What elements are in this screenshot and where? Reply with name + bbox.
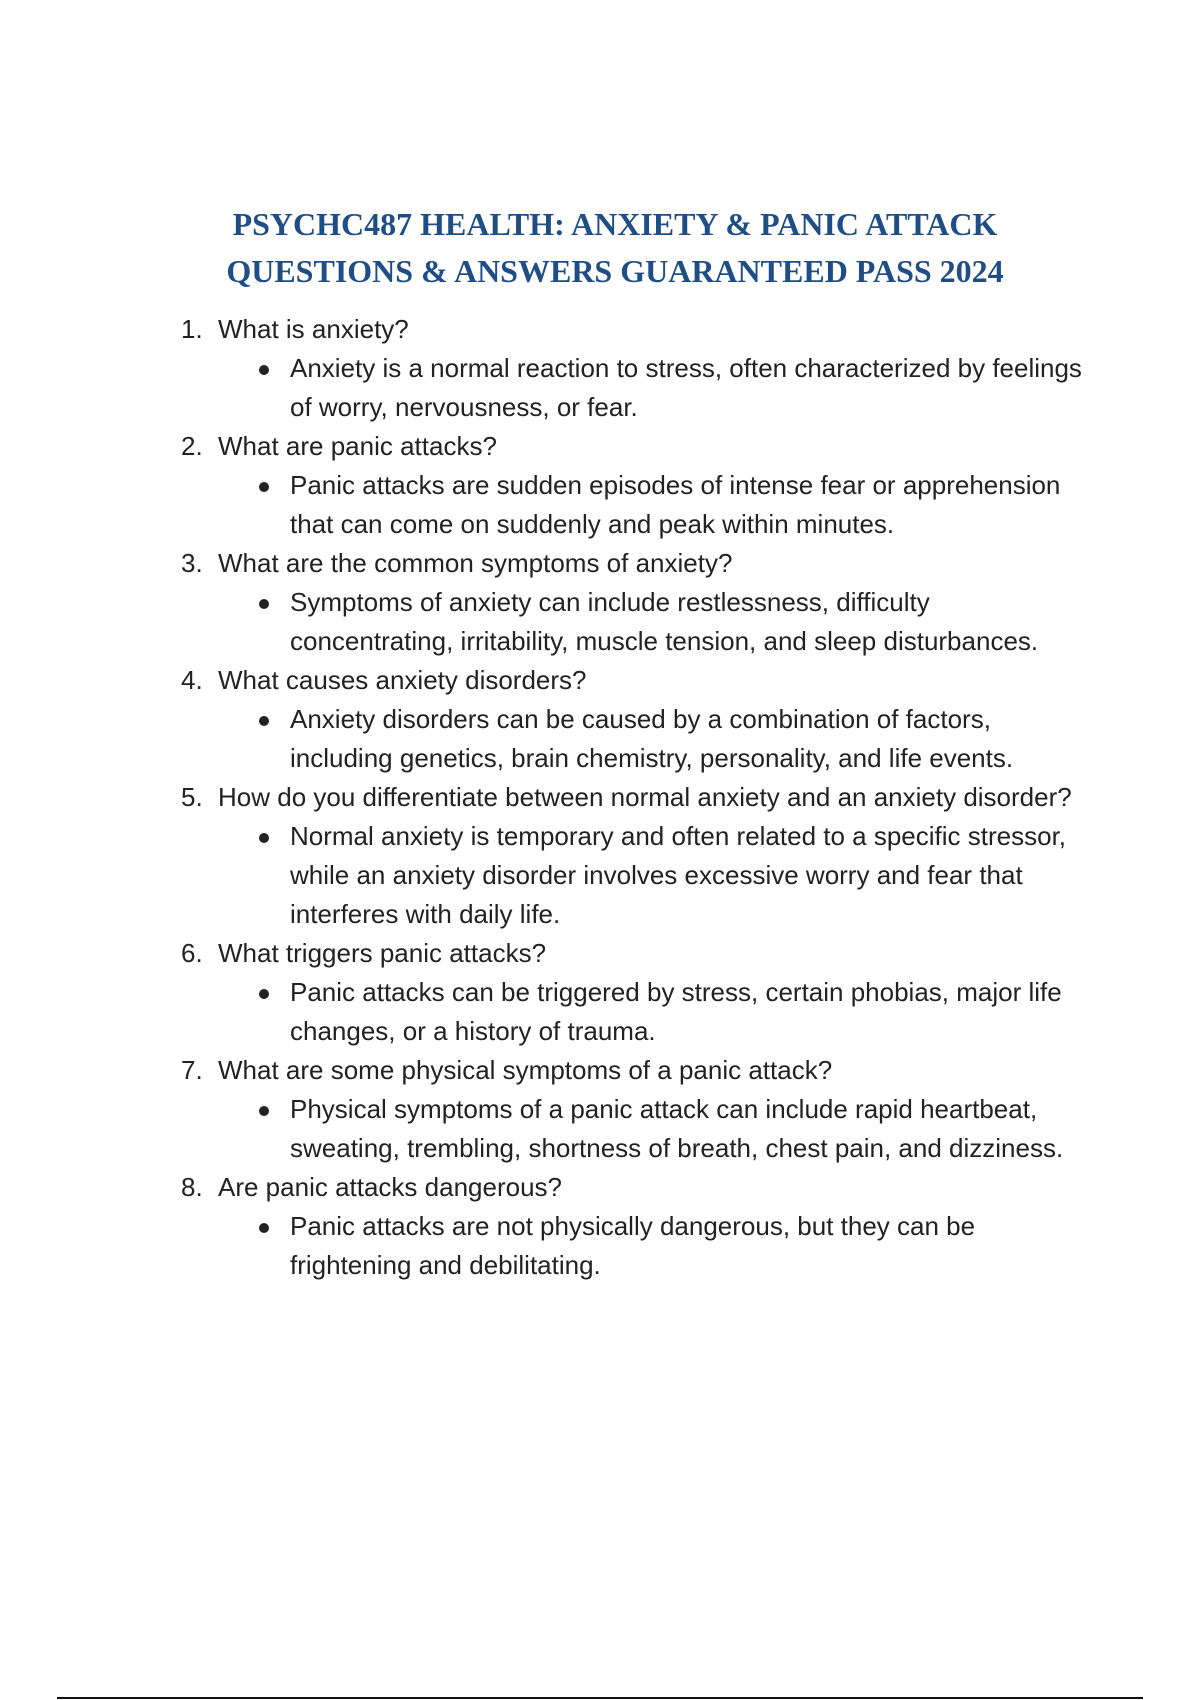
question-number: 2. (181, 431, 203, 461)
question-text: Are panic attacks dangerous? (218, 1172, 562, 1202)
answer-text: Normal anxiety is temporary and often related to a specific stressor, while an anxiety disorder involves excessive worry and fear that interferes with daily life. (290, 821, 1067, 929)
answer-list (218, 1207, 1101, 1285)
bullet-icon (259, 482, 269, 492)
answer-list (218, 583, 1101, 661)
answer-text: Panic attacks can be triggered by stress, certain phobias, major life changes, or a history of trauma. (290, 977, 1062, 1046)
answer-text: Anxiety is a normal reaction to stress, often characterized by feelings of worry, nervousness, or fear. (290, 353, 1082, 422)
question-number: 4. (181, 665, 203, 695)
answer-item (218, 973, 1101, 1051)
answer-item (218, 349, 1101, 427)
bullet-icon (259, 989, 269, 999)
question-number: 1. (181, 314, 203, 344)
answer-list (218, 973, 1101, 1051)
question-number: 6. (181, 938, 203, 968)
qa-item-1 (181, 310, 1101, 427)
question-text: What are panic attacks? (218, 431, 497, 461)
answer-item (218, 817, 1101, 934)
qa-item-3 (181, 544, 1101, 661)
question-text: What causes anxiety disorders? (218, 665, 587, 695)
answer-list (218, 349, 1101, 427)
answer-list (218, 817, 1101, 934)
page-title (150, 201, 1080, 295)
answer-text: Anxiety disorders can be caused by a combination of factors, including genetics, brain chemistry, personality, and life events. (290, 704, 1014, 773)
bullet-icon (259, 599, 269, 609)
answer-text: Symptoms of anxiety can include restlessness, difficulty concentrating, irritability, muscle tension, and sleep disturbances. (290, 587, 1039, 656)
question-text: What are some physical symptoms of a panic attack? (218, 1055, 833, 1085)
bullet-icon (259, 1106, 269, 1116)
qa-item-6 (181, 934, 1101, 1051)
question-text: What are the common symptoms of anxiety? (218, 548, 733, 578)
answer-list (218, 1090, 1101, 1168)
question-text: How do you differentiate between normal anxiety and an anxiety disorder? (218, 782, 1072, 812)
question-number: 5. (181, 782, 203, 812)
qa-item-2 (181, 427, 1101, 544)
answer-text: Panic attacks are sudden episodes of intense fear or apprehension that can come on suddenly and peak within minutes. (290, 470, 1061, 539)
qa-item-5 (181, 778, 1101, 934)
answer-item (218, 700, 1101, 778)
question-number: 8. (181, 1172, 203, 1202)
qa-list (181, 310, 1101, 1285)
answer-text: Panic attacks are not physically dangerous, but they can be frightening and debilitating. (290, 1211, 976, 1280)
answer-text: Physical symptoms of a panic attack can include rapid heartbeat, sweating, trembling, shortness of breath, chest pain, and dizziness. (290, 1094, 1064, 1163)
footer-divider (57, 1697, 1143, 1699)
answer-item (218, 1207, 1101, 1285)
question-number: 7. (181, 1055, 203, 1085)
question-number: 3. (181, 548, 203, 578)
title-line-2: QUESTIONS & ANSWERS GUARANTEED PASS 2024 (226, 253, 1004, 290)
answer-item (218, 1090, 1101, 1168)
question-text: What is anxiety? (218, 314, 409, 344)
qa-item-7 (181, 1051, 1101, 1168)
bullet-icon (259, 716, 269, 726)
qa-item-4 (181, 661, 1101, 778)
bullet-icon (259, 1223, 269, 1233)
bullet-icon (259, 833, 269, 843)
bullet-icon (259, 365, 269, 375)
qa-item-8 (181, 1168, 1101, 1285)
answer-item (218, 466, 1101, 544)
answer-list (218, 466, 1101, 544)
title-line-1: PSYCHC487 HEALTH: ANXIETY & PANIC ATTACK (232, 206, 998, 243)
answer-list (218, 700, 1101, 778)
answer-item (218, 583, 1101, 661)
question-text: What triggers panic attacks? (218, 938, 547, 968)
